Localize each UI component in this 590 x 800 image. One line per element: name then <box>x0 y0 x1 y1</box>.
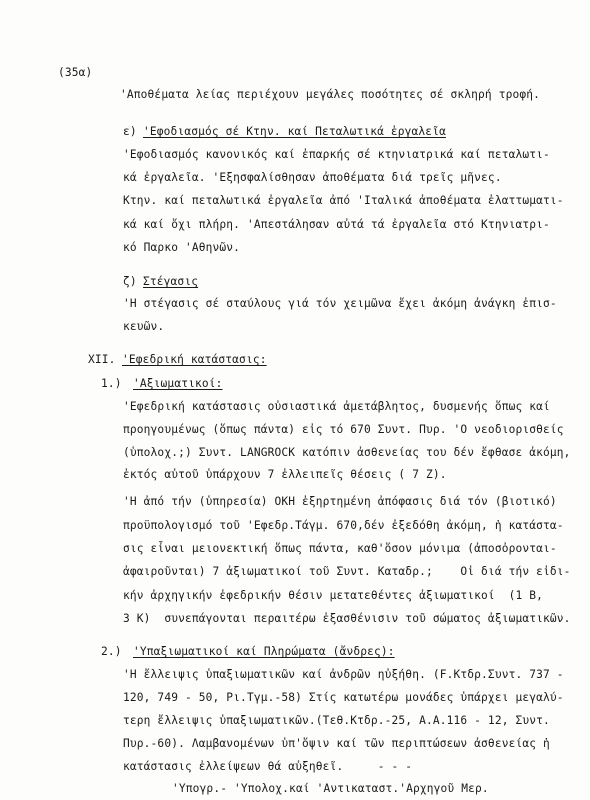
sub1-para2-line: ἀφαιροῦνται) 7 ἀξιωματικοί τοῦ Συντ. Καταδρ.; Οἱ διά τήν εἰδι- <box>123 565 571 578</box>
sub1-para1-line: ἐκτός αὐτοῦ ὑπάρχουν 7 ἐλλειπεῖς θέσεις ( 7 Ζ). <box>123 468 447 481</box>
sub2-line: Πυρ.-60). Λαμβανομένων ὑπ'ὄψιν καί τῶν περιπτώσεων ἀσθενείας ἡ <box>123 737 550 750</box>
section-e-marker: ε) <box>123 125 137 138</box>
sub2-line: 'Η ἔλλειψις ὑπαξιωματικῶν καί ἀνδρῶν ηὐξήθη. (F.Κτδρ.Συντ. 737 - <box>123 668 564 681</box>
sub1-para1-line: 'Εφεδρική κατάστασις οὐσιαστικά ἀμετάβλητος, δυσμενής ὅπως καί <box>123 400 550 413</box>
sub1-para2-line: 'Η ἀπό τήν (ὑπηρεσία) ΟΚΗ ἐξηρτημένη ἀπόφασις διά τόν (βιοτικό) <box>123 495 557 508</box>
sub2-line: κατάστασις ἐλλείψεων θά αὐξηθεῖ. - - - <box>123 760 413 773</box>
section-z-line: κευῶν. <box>123 320 165 333</box>
section-e-line: 'Εφοδιασμός κανονικός καί ἐπαρκής σέ κτηνιατρικά καί πεταλωτι- <box>123 148 550 161</box>
sub2-marker: 2.) <box>101 645 122 658</box>
intro-line: 'Αποθέματα λείας περιέχουν μεγάλες ποσότητες σέ σκληρή τροφή. <box>120 88 541 101</box>
signature-line: 'Υπογρ.- 'Υπολοχ.καί 'Αντικαταστ.'Αρχηγοῦ Μερ. <box>172 782 489 795</box>
sub1-para1-line: (ὑπολοχ.;) Συντ. LANGROCK κατόπιν ἀσθενείας του δέν ἔφθασε ἀκόμη, <box>123 446 571 459</box>
section-z-marker: ζ) <box>123 275 137 288</box>
page-number: (35α) <box>58 66 93 79</box>
sub1-para2-line: σις εἶναι μειονεκτική ὅπως πάντα, καθ'ὅσον μόνιμα (ἀποσὀρονται- <box>123 542 557 555</box>
sub1-para1-line: προηγουμένως (ὅπως πάντα) εἰς τό 670 Συντ. Πυρ. 'Ο νεοδιορισθείς <box>123 423 564 436</box>
sub1-heading: 'Αξιωματικοί: <box>133 377 223 390</box>
sub1-para2-line: 3 Κ) συνεπάγονται περαιτέρω ἐξασθένισιν τοῦ σώματος ἀξιωματικῶν. <box>123 612 571 625</box>
sub1-para2-line: προϋπολογισμό τοῦ 'Εφεδρ.Τάγμ. 670,δέν ἐξεδόθη ἀκόμη, ἡ κατάστα- <box>123 519 564 532</box>
section-z-heading: Στέγασις <box>143 275 199 288</box>
section-e-line: κό Παρκο 'Αθηνῶν. <box>123 241 241 254</box>
section-e-line: κά καί ὄχι πλήρη. 'Απεστάλησαν αὐτά τά ἐργαλεῖα στό Κτηνιατρι- <box>123 218 550 231</box>
sub2-heading: 'Υπαξιωματικοί καί Πληρώματα (ἄνδρες): <box>133 645 395 658</box>
sub2-line: 120, 749 - 50, Pι.Τγμ.-58) Στίς κατωτέρω μονάδες ὑπάρχει μεγαλύ- <box>123 691 564 704</box>
sub1-marker: 1.) <box>101 377 122 390</box>
section-z-line: 'Η στέγασις σέ σταύλους γιά τόν χειμῶνα ἔχει ἀκόμη ἀνάγκη ἐπισ- <box>123 297 557 310</box>
sub2-line: τερη ἔλλειψις ὑπαξιωματικῶν.(Τεθ.Κτδρ.-25, Α.Α.116 - 12, Συντ. <box>123 714 550 727</box>
section-e-heading: 'Εφοδιασμός σέ Κτην. καί Πεταλωτικά ἐργαλεῖα <box>143 125 446 138</box>
section-e-line: κά ἐργαλεῖα. 'Εξησφαλίσθησαν ἀποθέματα διά τρεῖς μῆνες. <box>123 171 502 184</box>
section-xii-marker: XII. <box>88 353 116 366</box>
section-xii-heading: 'Εφεδρική κατάστασις: <box>122 353 267 366</box>
section-e-line: Κτην. καί πεταλωτικά ἐργαλεῖα ἀπό 'Ιταλικά ἀποθέματα ἐλαττωματι- <box>123 194 564 207</box>
sub1-para2-line: κήν ἀρχηγικήν ἐφεδρικήν θέσιν μετατεθέντες ἀξιωματικοί (1 Β, <box>123 589 544 602</box>
